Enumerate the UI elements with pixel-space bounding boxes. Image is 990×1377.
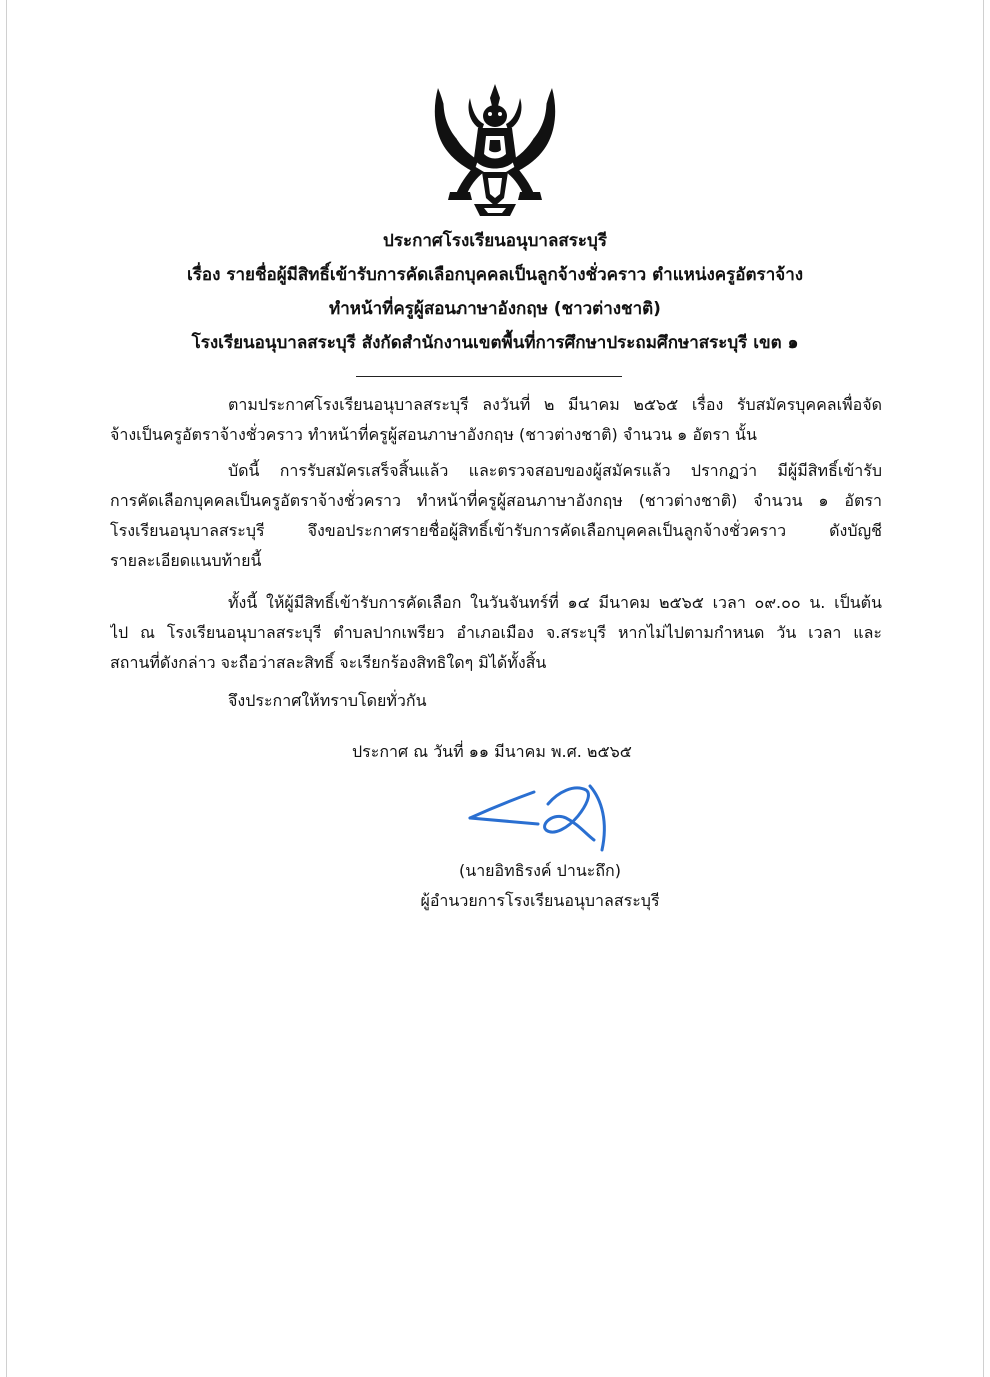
signature-image	[462, 778, 622, 858]
paragraph-line: รายละเอียดแนบท้ายนี้	[110, 551, 262, 570]
announcement-date: ประกาศ ณ วันที่ ๑๑ มีนาคม พ.ศ. ๒๕๖๕	[352, 742, 632, 761]
closing-text: จึงประกาศให้ทราบโดยทั่วกัน	[228, 691, 427, 710]
paragraph-line: บัดนี้ การรับสมัครเสร็จสิ้นแล้ว และตรวจสอบของผู้สมัครแล้ว ปรากฏว่า มีผู้มีสิทธิ์เข้ารับ	[228, 461, 882, 480]
paragraph-line: การคัดเลือกบุคคลเป็นครูอัตราจ้างชั่วคราว ทำหน้าที่ครูผู้สอนภาษาอังกฤษ (ชาวต่างชาติ) จำนวน ๑ อัตรา	[110, 491, 882, 510]
announcement-title: ประกาศโรงเรียนอนุบาลสระบุรี	[383, 231, 607, 251]
signer-title: ผู้อำนวยการโรงเรียนอนุบาลสระบุรี	[420, 891, 660, 910]
page-edge-right	[983, 0, 984, 1377]
signer-name: (นายอิทธิรงค์ ปานะถึก)	[459, 861, 621, 880]
paragraph-line: ทั้งนี้ ให้ผู้มีสิทธิ์เข้ารับการคัดเลือก ในวันจันทร์ที่ ๑๔ มีนาคม ๒๕๖๕ เวลา ๐๙.๐๐ น. เป็นต้น	[228, 593, 882, 612]
paragraph-line: โรงเรียนอนุบาลสระบุรี จึงขอประกาศรายชื่อผู้สิทธิ์เข้ารับการคัดเลือกบุคคลเป็นลูกจ้างชั่วคราว ดังบัญชี	[110, 521, 882, 540]
paragraph-line: สถานที่ดังกล่าว จะถือว่าสละสิทธิ์ จะเรียกร้องสิทธิใดๆ มิได้ทั้งสิ้น	[110, 653, 547, 672]
paragraph-schedule	[110, 588, 882, 678]
page-edge-left	[6, 0, 7, 1377]
garuda-emblem-icon	[430, 80, 560, 222]
announcement-subject-line-1: เรื่อง รายชื่อผู้มีสิทธิ์เข้ารับการคัดเลือกบุคคลเป็นลูกจ้างชั่วคราว ตำแหน่งครูอัตราจ้าง	[186, 265, 804, 285]
paragraph-line: จ้างเป็นครูอัตราจ้างชั่วคราว ทำหน้าที่ครูผู้สอนภาษาอังกฤษ (ชาวต่างชาติ) จำนวน ๑ อัตรา นั้น	[110, 425, 757, 444]
paragraph-reference	[110, 390, 882, 450]
announcement-subject-line-2: ทำหน้าที่ครูผู้สอนภาษาอังกฤษ (ชาวต่างชาติ)	[329, 299, 661, 319]
paragraph-line: ตามประกาศโรงเรียนอนุบาลสระบุรี ลงวันที่ ๒ มีนาคม ๒๕๖๕ เรื่อง รับสมัครบุคคลเพื่อจัด	[228, 395, 882, 414]
paragraph-result	[110, 456, 882, 576]
title-separator	[356, 376, 622, 377]
announcement-subject-line-3: โรงเรียนอนุบาลสระบุรี สังกัดสำนักงานเขตพื้นที่การศึกษาประถมศึกษาสระบุรี เขต ๑	[191, 333, 799, 353]
paragraph-line: ไป ณ โรงเรียนอนุบาลสระบุรี ตำบลปากเพรียว อำเภอเมือง จ.สระบุรี หากไม่ไปตามกำหนด วัน เวลา และ	[110, 623, 882, 642]
paragraph-closing	[110, 686, 882, 716]
